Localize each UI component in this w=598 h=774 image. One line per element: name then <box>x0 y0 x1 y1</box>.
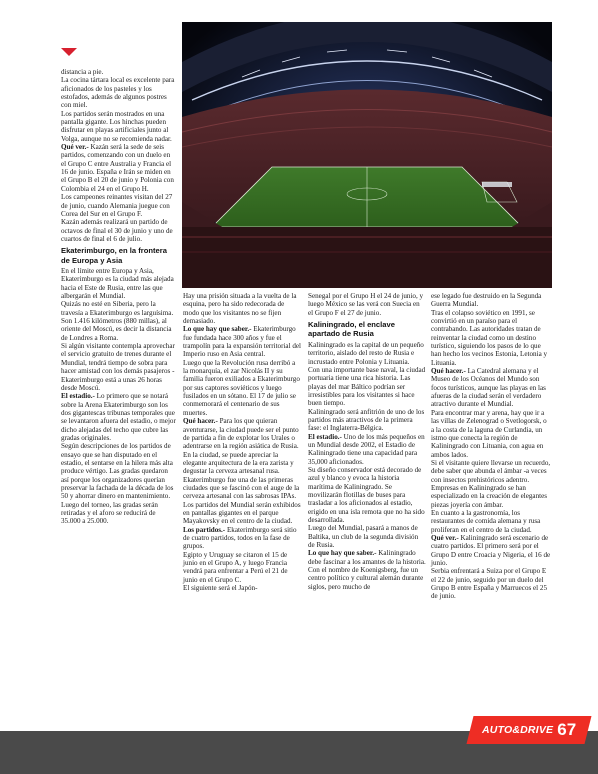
inline-text: Kaliningrado será escenario de cuatro partidos. El primero será por el Grupo D entre Croacia y Nigeria, el 16 de junio. <box>431 533 551 567</box>
paragraph <box>431 367 551 409</box>
stadium-photo <box>182 22 552 288</box>
paragraph <box>61 143 176 193</box>
paragraph: Los partidos serán mostrados en una pantalla gigante. Los hinchas pueden disfrutar en playas artificiales junto al Volga, aunque no se recomienda nadar. <box>61 109 172 143</box>
paragraph: Tras el colapso soviético en 1991, se convirtió en un paraíso para el contrabando. Las autoridades tratan de reinventar la ciudad como un destino turístico, siguiendo los pasos de lo que han hecho los vecinos Estonia, Letonia y Lituania. <box>431 308 548 367</box>
paragraph: Los campeones reinantes visitan del 27 de junio, cuando Alemania juegue con Corea del Sur en el Grupo F. <box>61 193 173 218</box>
paragraph: Si algún visitante contempla aprovechar el servicio gratuito de trenes durante el Mundial, tendrá tiempo de sobra para hacer amistad con los demás pasajeros -Ekaterimburgo está a unas 26 horas desde Moscú. <box>61 342 175 392</box>
paragraph: Luego del Mundial, pasará a manos de Baltika, un club de la segunda división de Rusia. <box>308 524 419 550</box>
paragraph <box>431 534 551 567</box>
inline-label: Qué hacer.- <box>431 367 466 376</box>
brand-badge <box>467 716 592 744</box>
text-column-2 <box>183 292 301 592</box>
inline-text: La Catedral alemana y el Museo de los Océanos del Mundo son focos turísticos, aunque las playas en las afueras de la ciudad serán el verdadero atractivo durante el Mundial. <box>431 367 546 409</box>
inline-label: El estadio.- <box>308 432 342 441</box>
paragraph <box>61 392 176 442</box>
paragraph: Kazán además realizará un partido de octavos de final el 30 de junio y uno de cuartos de final el 6 de julio. <box>61 218 173 243</box>
inline-label: Lo que hay que saber.- <box>183 325 252 334</box>
inline-text: Uno de los más pequeños en un Mundial desde 2002, el Estadio de Kaliningrado tiene una capacidad para 35,000 aficionados. <box>308 432 425 466</box>
inline-text: Ekaterimburgo fue fundada hace 300 años y fue el trampolín para la expansión territorial del Imperio ruso en Asia central. <box>183 325 301 359</box>
text-column-3 <box>308 292 426 591</box>
section-heading: Ekaterimburgo, en la frontera de Europa y Asia <box>61 246 167 265</box>
text-column-4 <box>431 292 551 601</box>
paragraph <box>308 433 426 466</box>
paragraph: Según descripciones de los partidos de ensayo que se han disputado en el estadio, el sentarse en la hilera más alta produce vértigo. Las gradas quedaron así porque los organizadores querían preservar la fachada de la década de los 50 y ahorrar dinero en mantenimiento. Luego del torneo, las gradas serán retiradas y el aforo se reducirá de 35.000 a 25.000. <box>61 442 174 526</box>
paragraph: Luego que la Revolución rusa derribó a la monarquía, el zar Nicolás II y su familia fueron exiliados a Ekaterimburgo por sus captores soviéticos y luego fusilados en un sótano. El 17 de julio se conmemorará el centenario de sus muertes. <box>183 358 300 417</box>
section-heading: Kaliningrado, el enclave apartado de Rusia <box>308 320 395 339</box>
inline-label: Qué ver.- <box>431 533 459 542</box>
paragraph: Egipto y Uruguay se citaron el 15 de junio en el Grupo A, y luego Francia vendrá para enfrentar a Perú el 21 de junio en el Grupo C. <box>183 550 288 584</box>
inline-text: Kaliningrado debe fascinar a los amantes de la historia. Con el nombre de Koenigsberg, fue un centro político y cultural alemán durante siglos, pero mucho de <box>308 549 426 591</box>
paragraph: Senegal por el Grupo H el 24 de junio, y luego México se las verá con Suecia en el Grupo F el 27 de junio. <box>308 292 424 317</box>
paragraph: Serbia enfrentará a Suiza por el Grupo E el 22 de junio, seguido por un duelo del Grupo B entre España y Marruecos el 25 de junio. <box>431 567 548 601</box>
paragraph <box>308 549 426 591</box>
page-number: 67 <box>557 720 577 739</box>
inline-text: Para los que quieran aventurarse, la ciudad puede ser el punto de partida a fin de explotar los Urales o adentrarse en la región asiática de Rusia. <box>183 417 299 451</box>
text-column-1 <box>61 68 176 526</box>
paragraph: Su diseño conservador está decorado de azul y blanco y evoca la historia marítima de Kaliningrado. Se movilizarán flotillas de buses para trasladar a los aficionados al estadio, erigido en una isla remota que no ha sido desarrollada. <box>308 466 425 525</box>
inline-text: Ekaterimburgo será sitio de cuatro partidos, todos en la fase de grupos. <box>183 525 297 551</box>
paragraph: Quizás no esté en Siberia, pero la travesía a Ekaterimburgo es larguísima. Son 1.416 kilómetros (880 millas), al oriente del Moscú, es decir la distancia de Londres a Roma. <box>61 300 174 342</box>
paragraph: Kaliningrado es la capital de un pequeño territorio, aislado del resto de Rusia e incrustado entre Polonia y Lituania. <box>308 340 424 366</box>
inline-text: Kazán será la sede de seis partidos, comenzando con un duelo en el Grupo C entre Australia y Francia el 16 de junio. España e Irán se miden en el Grupo B el 20 de junio y Polonia con Colombia el 24 en el Grupo H. <box>61 143 174 193</box>
inline-label: El estadio.- <box>61 392 95 401</box>
paragraph: La cocina tártara local es excelente para aficionados de los pasteles y los estofados, además de algunos postres con miel. <box>61 76 175 110</box>
inline-label: Los partidos.- <box>183 525 226 534</box>
brand-logo: AUTO&DRIVE <box>481 724 554 736</box>
paragraph <box>183 417 301 450</box>
paragraph: distancia a pie. <box>61 68 104 76</box>
inline-label: Qué hacer.- <box>183 417 218 426</box>
paragraph: Hay una prisión situada a la vuelta de la esquina, pero ha sido redecorada de modo que los visitantes no se fijen demasiado. <box>183 292 297 326</box>
paragraph <box>183 325 301 358</box>
paragraph: Si el visitante quiere llevarse un recuerdo, debe saber que abunda el ámbar -a veces con insectos prehistóricos adentro. Empresas en Kaliningrado se han especializado en la creación de elegantes piezas joyería con ámbar. <box>431 458 551 509</box>
paragraph: Los partidos del Mundial serán exhibidos en pantallas gigantes en el parque Mayakovsky en el centro de la ciudad. <box>183 500 301 526</box>
paragraph <box>183 526 301 551</box>
paragraph: ese legado fue destruido en la Segunda Guerra Mundial. <box>431 292 542 309</box>
inline-text: Lo primero que se notará sobre la Arena Ekaterimburgo son los dos gigantescas tribunas temporales que se levantaron afuera del estadio, o mejor dicho alejadas del techo que cubre las gradas originales. <box>61 392 176 442</box>
inline-label: Lo que hay que saber.- <box>308 549 377 558</box>
paragraph: El siguiente será el Japón- <box>183 584 258 593</box>
paragraph: Con una importante base naval, la ciudad portuaria tiene una rica historia. Las playas del mar Báltico podrían ser irresistibles para los visitantes si hace buen tiempo. <box>308 365 426 408</box>
paragraph: Para encontrar mar y arena, hay que ir a las villas de Zelenograd o Svetlogorsk, o a la costa de la laguna de Curlandia, un istmo que conecta la región de Kaliningrado con Lituania, con agua en ambos lados. <box>431 408 547 459</box>
paragraph: En la ciudad, se puede apreciar la elegante arquitectura de la era zarista y degustar la cerveza artesanal rusa. Ekaterimburgo fue una de las primeras ciudades que se fascinó con el auge de la cerveza artesanal con las sabrosas IPAs. <box>183 450 300 501</box>
section-marker-triangle <box>61 48 77 56</box>
paragraph: En cuanto a la gastronomía, los restaurantes de comida alemana y rusa proliferan en el centro de la ciudad. <box>431 508 541 534</box>
inline-label: Qué ver.- <box>61 143 89 152</box>
paragraph: Kaliningrado será anfitrión de uno de los partidos más atractivos de la primera fase: el Inglaterra-Bélgica. <box>308 407 425 433</box>
paragraph: En el límite entre Europa y Asia, Ekaterimburgo es la ciudad más alejada hacia el Este de Rusia, entre las que albergarán el Mundial. <box>61 267 174 301</box>
